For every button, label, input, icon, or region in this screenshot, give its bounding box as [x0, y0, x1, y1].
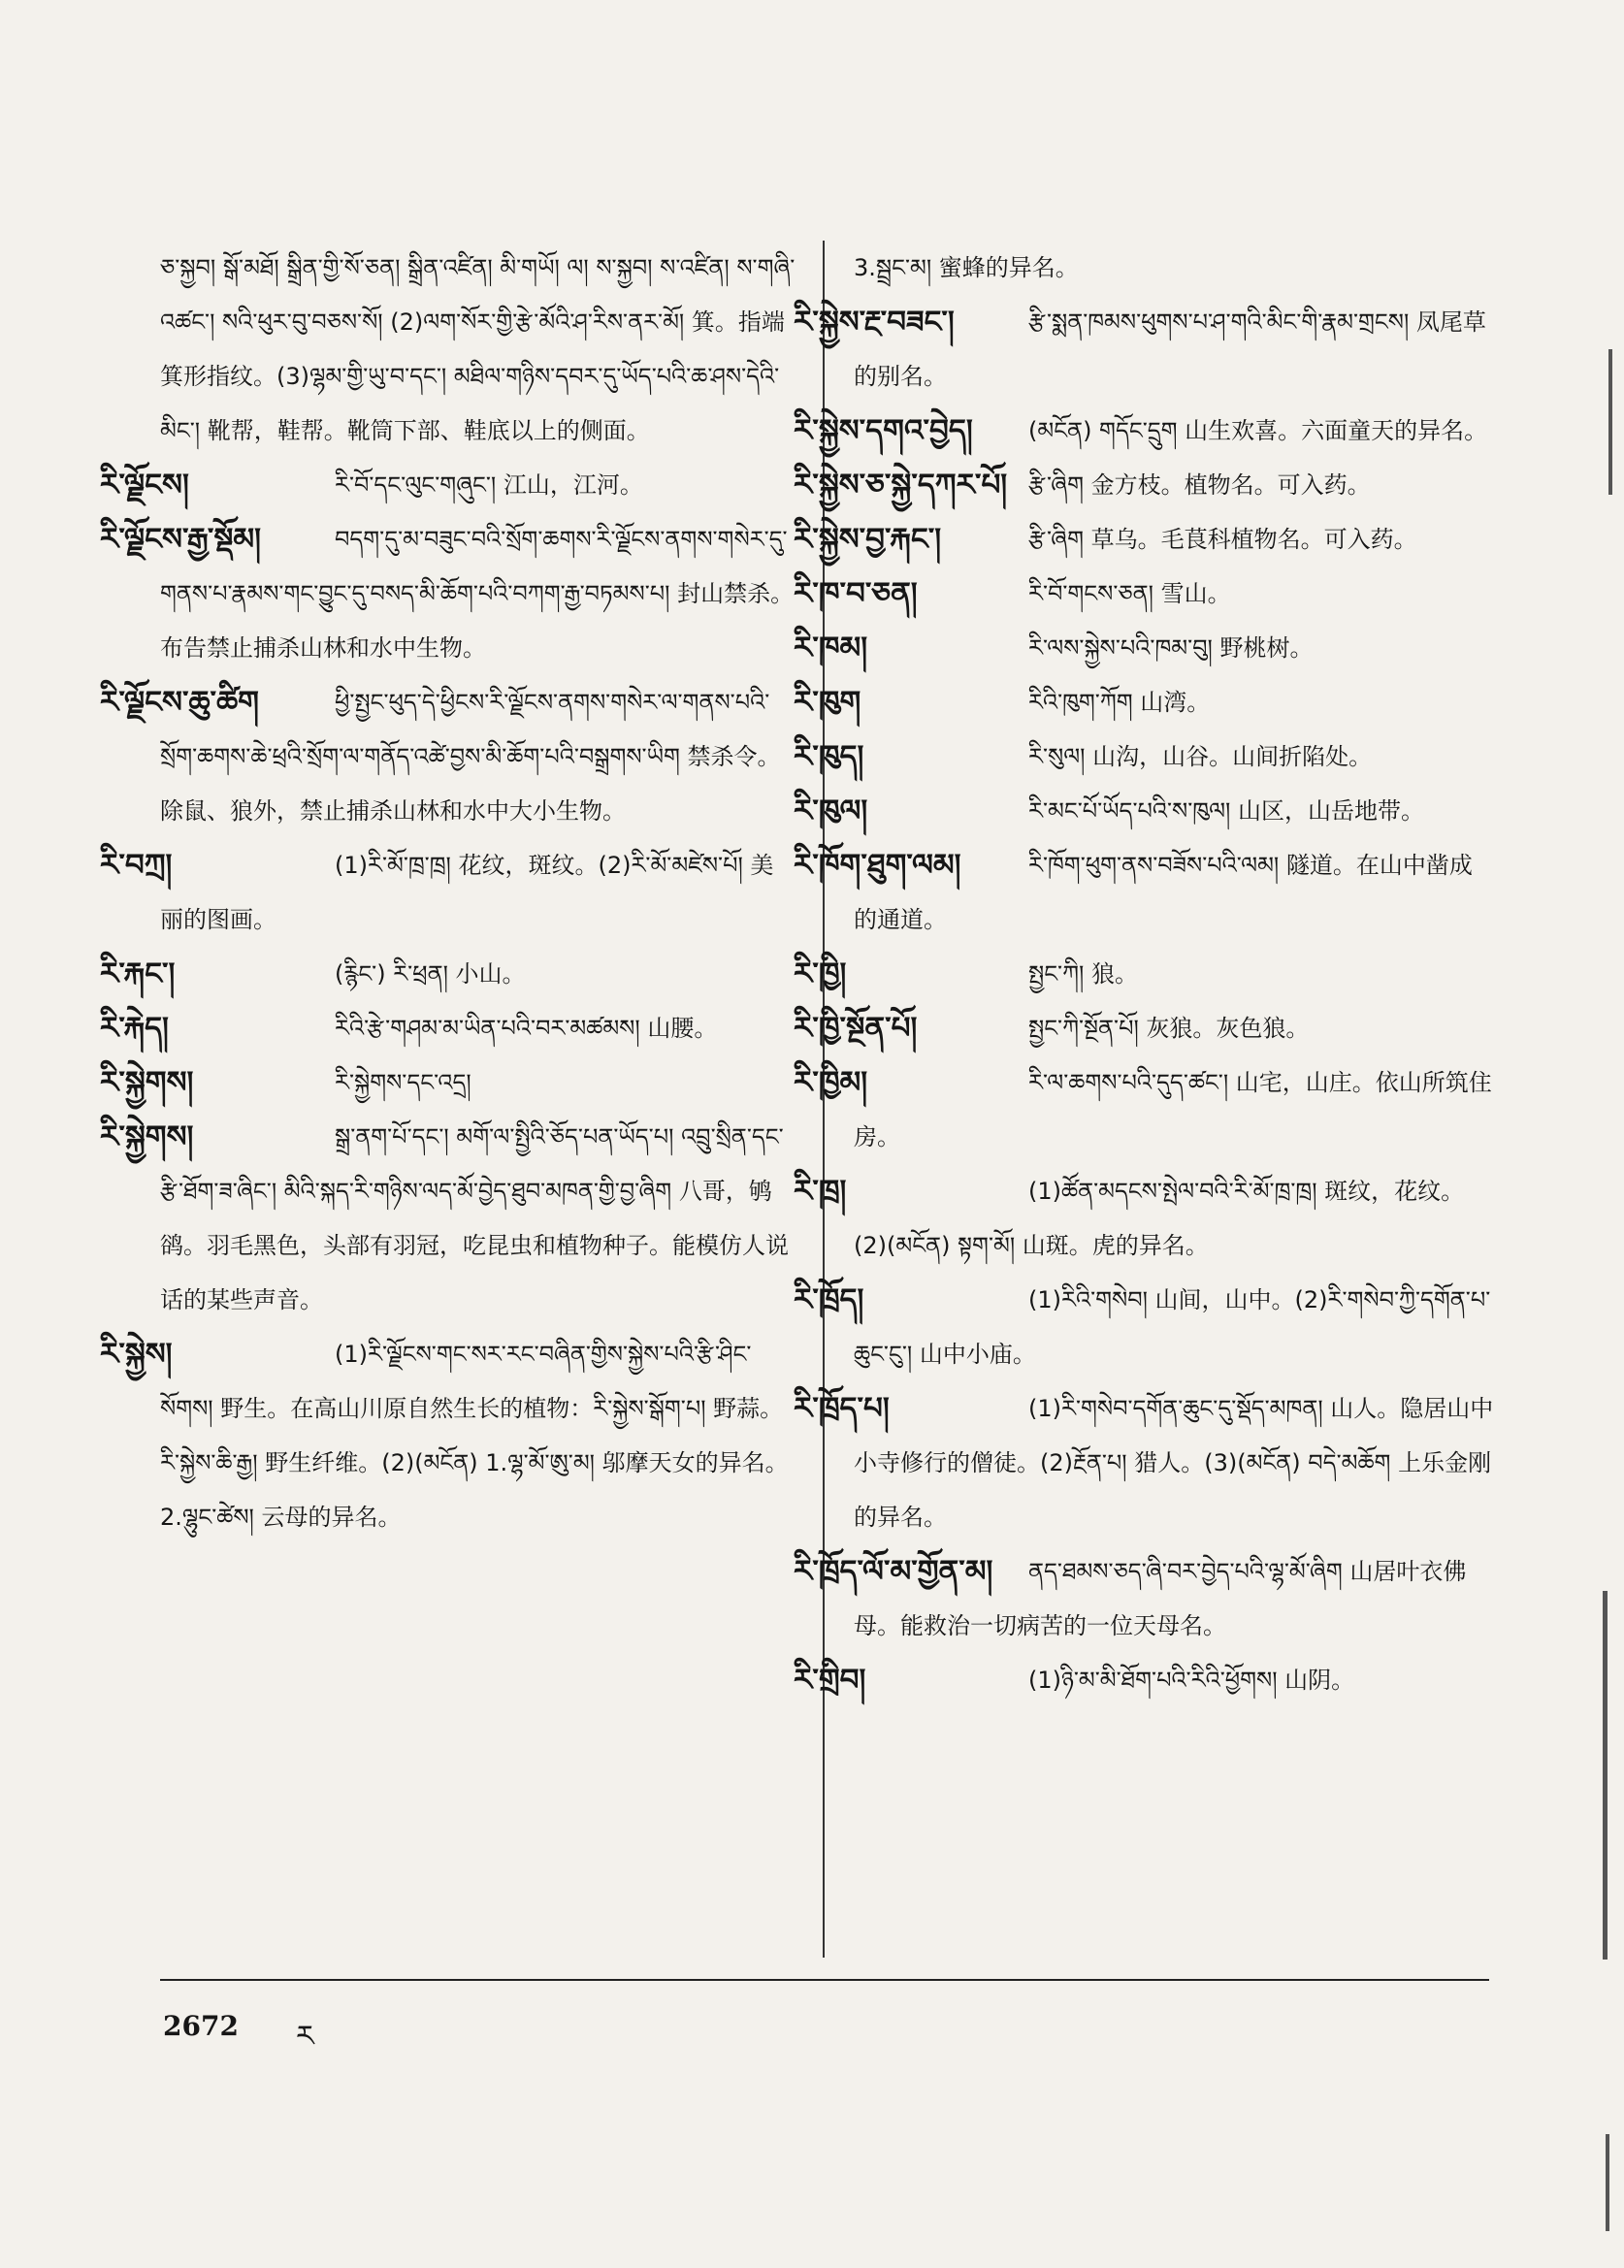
entry-definition: རྩི་སྨན་ཁམས་ཕུགས་པ་ཤ་གའི་མིང་གི་རྣམ་གྲངས། 凤尾草的别名。	[854, 308, 1486, 390]
entry-headword: རི་ཁྱིམ།	[794, 1065, 868, 1100]
entry-headword: རི་གྲིབ།	[794, 1663, 866, 1698]
entry-headword: རི་ཁྱི།	[794, 956, 847, 991]
entry-definition: (1)རི་གསེབ་དགོན་ཆུང་དུ་སྡོད་མཁན། 山人。隐居山中小寺修行的僧徒。(2)རྔོན་པ། 猎人。(3)(མངོན) བདེ་མཆོག 上乐金刚的异名。	[854, 1395, 1494, 1531]
dictionary-entry	[100, 458, 796, 512]
dictionary-entry	[794, 838, 1494, 947]
entry-definition: རིའི་ཁུག་ཀོག 山湾。	[1028, 689, 1211, 716]
dictionary-entry	[794, 458, 1494, 512]
scan-edge-mark	[1603, 1591, 1608, 1960]
dictionary-entry	[100, 1001, 796, 1055]
entry-definition: (1)རི་ལྗོངས་གང་སར་རང་བཞིན་གྱིས་སྐྱེས་པའི་རྩི་ཤིང་སོགས། 野生。在高山川原自然生长的植物：རི་སྐྱེས་སྒོག་པ། 野蒜。རི་སྐྱེས་ཆི་རྒྱ། 野生纤维。(2)(མངོན) 1.ལྷ་མོ་ཨུ་མ། 邬摩天女的异名。2.ལྷུང་ཚེས། 云母的异名。	[160, 1341, 789, 1531]
entry-definition: (མངོན) གདོང་དྲུག 山生欢喜。六面童天的异名。	[1028, 417, 1488, 444]
entry-definition: རི་ཁོག་ཕུག་ནས་བཟོས་པའི་ལམ། 隧道。在山中凿成的通道。	[854, 852, 1473, 933]
section-letter: ར	[296, 2020, 314, 2054]
dictionary-entry	[794, 404, 1494, 458]
dictionary-entry	[100, 675, 796, 838]
entry-headword: རི་རྐང་།	[100, 956, 176, 991]
entry-headword: རི་ཁྲོད་པ།	[794, 1391, 890, 1426]
dictionary-entry	[794, 1055, 1494, 1164]
entry-definition: (1)རིའི་གསེབ། 山间，山中。(2)རི་གསེབ་ཀྱི་དགོན་པ་ཆུང་ངུ་། 山中小庙。	[854, 1286, 1491, 1368]
entry-definition: རི་སུལ། 山沟，山谷。山间折陷处。	[1028, 743, 1373, 770]
scan-edge-mark	[1606, 2134, 1609, 2231]
entry-headword: རི་ལྗོངས།	[100, 468, 189, 502]
dictionary-entry	[794, 784, 1494, 838]
dictionary-entry	[794, 1273, 1494, 1381]
entry-definition: སྤྱང་ཀི་སྔོན་པོ། 灰狼。灰色狼。	[1028, 1015, 1310, 1042]
entry-headword: རི་སྐྱེགས།	[100, 1065, 194, 1100]
entry-headword: རི་ཁ་བ་ཅན།	[794, 576, 918, 611]
entry-definition: རི་མང་པོ་ཡོད་པའི་ས་ཁུལ། 山区，山岳地带。	[1028, 797, 1424, 825]
entry-headword: རི་སྐྱེས།	[100, 1337, 173, 1372]
entry-headword: རི་སྐྱེགས།	[100, 1119, 194, 1154]
dictionary-entry	[100, 512, 796, 675]
dictionary-entry	[100, 1055, 796, 1110]
entry-headword: རི་ཁུད།	[794, 739, 864, 774]
entry-headword: རི་ཁྱི་སྔོན་པོ།	[794, 1011, 918, 1046]
entry-definition: (1)ཚོན་མདངས་སྤེལ་བའི་རི་མོ་ཁྲ་ཁྲ། 斑纹，花纹。(2)(མངོན) སྟག་མོ། 山斑。虎的异名。	[854, 1178, 1465, 1259]
dictionary-entry	[794, 1164, 1494, 1273]
entry-definition: (1)ཉི་མ་མི་ཐོག་པའི་རིའི་ཕྱོགས། 山阴。	[1028, 1667, 1355, 1694]
entry-definition: རི་ལས་སྐྱེས་པའི་ཁམ་བུ། 野桃树。	[1028, 634, 1314, 662]
entry-definition: རི་བོ་དང་ལུང་གཞུང་། 江山，江河。	[335, 471, 643, 499]
right-column	[794, 241, 1494, 1707]
entry-definition: རི་བོ་གངས་ཅན། 雪山。	[1028, 580, 1231, 607]
entry-headword: རི་ཁུལ།	[794, 794, 868, 828]
dictionary-entry	[100, 947, 796, 1001]
dictionary-entry	[100, 838, 796, 947]
dictionary-entry	[854, 241, 1494, 295]
entry-headword: རི་ཁྲོད་ལོ་མ་གྱོན་མ།	[794, 1554, 993, 1589]
dictionary-entry	[794, 512, 1494, 567]
entry-definition: སྒྲ་ནག་པོ་དང་། མགོ་ལ་སྤྱིའི་ཅོད་པན་ཡོད་པ། འབྲུ་སྲིན་དང་རྩི་ཐོག་ཟ་ཞིང་། མིའི་སྐད་རི་གཉིས་ལད་མོ་བྱེད་ཐུབ་མཁན་གྱི་བྱ་ཞིག 八哥，鸲鹆。羽毛黑色，头部有羽冠，吃昆虫和植物种子。能模仿人说话的某些声音。	[160, 1123, 789, 1313]
entry-definition: ནད་ཐམས་ཅད་ཞི་བར་བྱེད་པའི་ལྷ་མོ་ཞིག 山居叶衣佛母。能救治一切病苦的一位天母名。	[854, 1558, 1467, 1639]
dictionary-entry	[160, 241, 796, 458]
dictionary-entry	[100, 1327, 796, 1544]
dictionary-entry	[794, 729, 1494, 784]
entry-headword: རི་ཁུག	[794, 685, 861, 720]
entry-headword: རི་ལྗོངས་རྒྱ་སྡོམ།	[100, 522, 261, 557]
dictionary-entry	[794, 1544, 1494, 1653]
entry-definition: རི་སྐྱེགས་དང་འདྲ།	[335, 1069, 471, 1096]
dictionary-entry	[100, 1110, 796, 1327]
entry-definition: ཕྱི་སྤྱང་ཕུད་དེ་ཕྱིངས་རི་ལྗོངས་ནགས་གསེར་ལ་གནས་པའི་སྲོག་ཆགས་ཆེ་ཕྲའི་སྲོག་ལ་གནོད་འཚེ་བྱས་མི་ཆོག་པའི་བསྒྲགས་ཡིག 禁杀令。除鼠、狼外，禁止捕杀山林和水中大小生物。	[160, 689, 781, 825]
entry-headword: རི་སྐྱེས་ཅ་སྐྱེ་དཀར་པོ།	[794, 468, 1008, 502]
entry-headword: རི་སྐྱེས་རྔ་བཟང་།	[794, 305, 955, 340]
entry-definition: ཅ་སྐྱབ། སྒོ་མཐོ། སྒྲིན་གྱི་སོ་ཅན། སྒྲིན་འཛིན། མི་གཡོ། ལ། ས་སྐྱབ། ས་འཛིན། ས་གཞི་འཚང་། སའི་ཕུར་བུ་བཅས་སོ། (2)ལག་སོར་གྱི་རྩེ་མོའི་ཤ་རིས་ནར་མོ། 箕。指端箕形指纹。(3)ལྷམ་གྱི་ཡུ་བ་དང་། མཐིལ་གཉིས་དབར་དུ་ཡོད་པའི་ཆ་ཤས་དེའི་མིང་། 靴帮，鞋帮。靴筒下部、鞋底以上的侧面。	[160, 254, 796, 444]
left-column	[100, 241, 796, 1544]
entry-headword: རི་སྐྱེས་དགའ་བྱེད།	[794, 413, 973, 448]
entry-definition: རྩི་ཞིག 草乌。毛茛科植物名。可入药。	[1028, 526, 1417, 553]
dictionary-entry	[794, 1653, 1494, 1707]
entry-headword: རི་ཁམ།	[794, 631, 868, 665]
entry-definition: རྩི་ཞིག 金方枝。植物名。可入药。	[1028, 471, 1371, 499]
scan-edge-mark	[1608, 349, 1612, 495]
dictionary-entry	[794, 567, 1494, 621]
dictionary-entry	[794, 621, 1494, 675]
entry-headword: རི་རྐེད།	[100, 1011, 169, 1046]
entry-headword: རི་ལྗོངས་ཆུ་ཚིག	[100, 685, 259, 720]
dictionary-entry	[794, 295, 1494, 404]
entry-definition: སྤྱང་ཀི། 狼。	[1028, 960, 1138, 988]
dictionary-entry	[794, 1001, 1494, 1055]
entry-headword: རི་ཁོག་ཐུག་ལམ།	[794, 848, 961, 883]
page-number: 2672	[163, 2010, 239, 2042]
entry-definition: རི་ལ་ཆགས་པའི་དུད་ཚང་། 山宅，山庄。依山所筑住房。	[854, 1069, 1492, 1150]
entry-headword: རི་ཁྲོད།	[794, 1282, 864, 1317]
dictionary-entry	[794, 1381, 1494, 1544]
entry-definition: རིའི་རྩེ་གཤམ་མ་ཡིན་པའི་བར་མཚམས། 山腰。	[335, 1015, 718, 1042]
dictionary-entry	[794, 675, 1494, 729]
entry-definition: (1)རི་མོ་ཁྲ་ཁྲ། 花纹，斑纹。(2)རི་མོ་མཛེས་པོ། 美丽的图画。	[160, 852, 774, 933]
entry-headword: རི་བཀྲ།	[100, 848, 173, 883]
dictionary-entry	[794, 947, 1494, 1001]
entry-headword: རི་སྐྱེས་བྱ་རྐང་།	[794, 522, 942, 557]
entry-definition: བདག་དུ་མ་བཟུང་བའི་སྲོག་ཆགས་རི་ལྗོངས་ནགས་གསེར་དུ་གནས་པ་རྣམས་གང་བྱུང་དུ་བསད་མི་ཆོག་པའི་བཀག་རྒྱ་བཏམས་པ། 封山禁杀。布告禁止捕杀山林和水中生物。	[160, 526, 795, 662]
entry-headword: རི་ཁྲ།	[794, 1174, 847, 1209]
entry-definition: (རྙིང་) རི་ཕྲན། 小山。	[335, 960, 526, 988]
footer-rule	[160, 1979, 1489, 1981]
entry-definition: 3.སྦྲང་མ། 蜜蜂的异名。	[854, 254, 1079, 281]
